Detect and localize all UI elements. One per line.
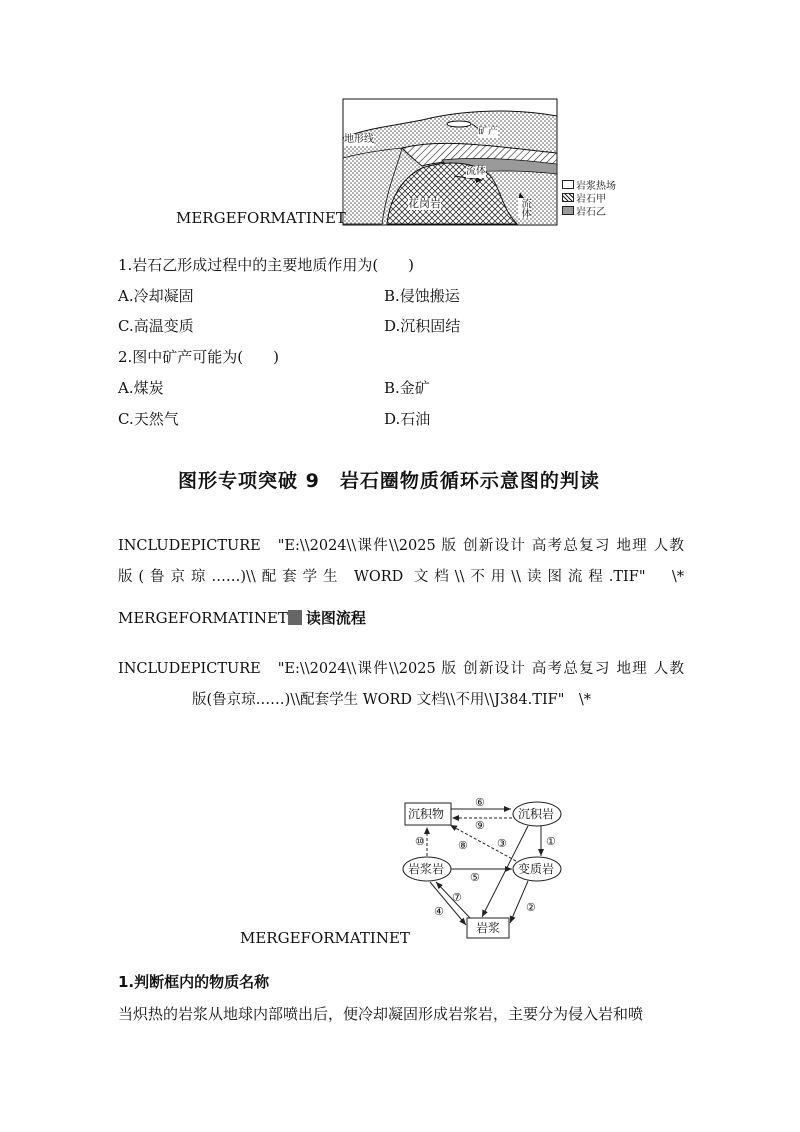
- arrow-label-7: ⑦: [452, 891, 462, 904]
- label-granite: 花岗岩: [408, 197, 441, 210]
- node-magma: 岩浆: [476, 921, 501, 935]
- question-1-stem: 1.岩石乙形成过程中的主要地质作用为( ): [118, 256, 415, 274]
- question-2-option-c: C.天然气: [118, 410, 179, 428]
- label-flow-2: 流体: [519, 198, 530, 218]
- arrow-label-4: ④: [434, 905, 444, 918]
- include-field-2-line-2: 版(鲁京琼……)\\配套学生 WORD 文档\\不用\\J384.TIF" \*: [192, 692, 592, 708]
- rock-cycle-diagram: [400, 795, 570, 943]
- question-2-option-a: A.煤炭: [118, 379, 164, 397]
- question-2-option-d: D.石油: [384, 410, 431, 428]
- legend-item-rock-jia: 岩石甲: [562, 193, 616, 206]
- node-sediment: 沉积物: [408, 807, 445, 821]
- question-2-stem: 2.图中矿产可能为( ): [118, 348, 280, 366]
- subheading: 1.判断框内的物质名称: [118, 973, 270, 991]
- arrow-label-9: ⑨: [475, 819, 485, 832]
- arrow-label-10: ⑩: [415, 835, 425, 848]
- legend-swatch-icon: [562, 180, 574, 189]
- question-1-option-b: B.侵蚀搬运: [384, 287, 460, 305]
- include-field-1-line-2: 版(鲁京琼……)\\配套学生 WORD 文档\\不用\\读图流程.TIF" \*: [118, 569, 684, 585]
- node-sedimentary-rock: 沉积岩: [518, 807, 555, 821]
- bar-chart-icon: [288, 610, 302, 625]
- node-igneous-rock: 岩浆岩: [408, 862, 445, 876]
- figure-legend: [562, 180, 616, 219]
- question-1-option-a: A.冷却凝固: [118, 287, 194, 305]
- arrow-label-2: ②: [526, 901, 536, 914]
- section-title: 图形专项突破 9 岩石圈物质循环示意图的判读: [178, 470, 600, 492]
- legend-swatch-icon: [562, 193, 574, 202]
- field-code-text: MERGEFORMATINET: [118, 609, 288, 627]
- question-2-option-b: B.金矿: [384, 379, 430, 397]
- read-flow-tag: 读图流程: [305, 609, 366, 627]
- arrow-label-6: ⑥: [475, 796, 485, 809]
- geology-cross-section-figure: [342, 98, 642, 228]
- node-metamorphic-rock: 变质岩: [518, 862, 555, 876]
- arrow-label-1: ①: [546, 835, 556, 848]
- label-ore: 矿产: [478, 126, 498, 137]
- label-flow-1: 流体: [466, 166, 486, 177]
- body-paragraph: 当炽热的岩浆从地球内部喷出后，便冷却凝固形成岩浆岩，主要分为侵入岩和喷: [118, 1005, 644, 1023]
- legend-swatch-icon: [562, 206, 574, 215]
- cycle-field-code: MERGEFORMATINET: [240, 929, 410, 947]
- label-terrain: 地形线: [344, 134, 374, 145]
- arrow-label-5: ⑤: [470, 871, 480, 884]
- figure1-field-code: MERGEFORMATINET: [176, 209, 346, 227]
- include-field-1-line-3: [118, 608, 366, 628]
- arrow-label-8: ⑧: [458, 839, 468, 852]
- legend-item-magma-heat: 岩浆热场: [562, 180, 616, 193]
- include-field-1-line-1: INCLUDEPICTURE "E:\\2024\\课件\\2025 版 创新设计 高考总复习 地理 人教: [118, 538, 684, 554]
- include-field-2-line-1: INCLUDEPICTURE "E:\\2024\\课件\\2025 版 创新设计 高考总复习 地理 人教: [118, 661, 684, 677]
- question-1-option-c: C.高温变质: [118, 317, 194, 335]
- question-1-option-d: D.沉积固结: [384, 317, 461, 335]
- arrow-label-3: ③: [497, 837, 507, 850]
- legend-item-rock-yi: 岩石乙: [562, 206, 616, 219]
